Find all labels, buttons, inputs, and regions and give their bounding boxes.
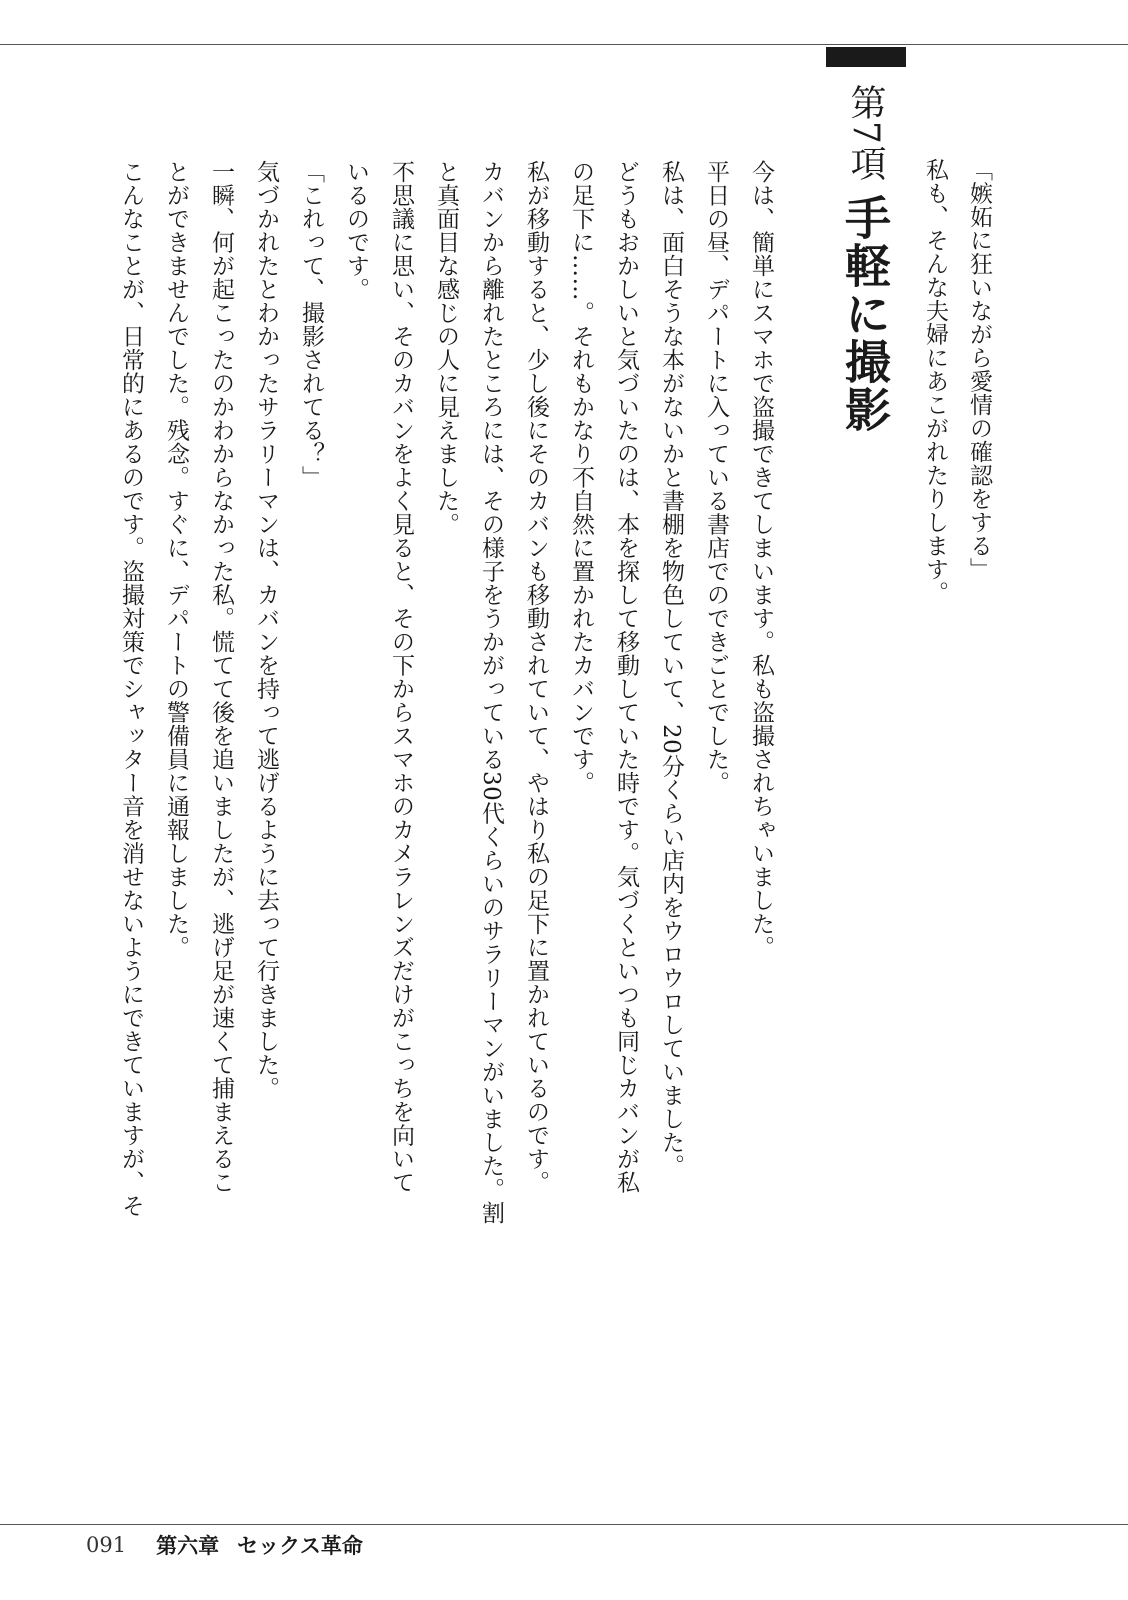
intro-line: 「嫉妬に狂いながら愛情の確認をする」: [966, 158, 992, 581]
page-footer: [86, 1530, 363, 1560]
body-line: 気づかれたとわかったサラリーマンは、カバンを持って逃げるように去って行きました。: [253, 160, 279, 1100]
body-line: 「これって、撮影されてる？」: [298, 160, 324, 489]
body-line: 平日の昼、デパートに入っている書店でのできごとでした。: [703, 160, 729, 795]
body-line: カバンから離れたところには、その様子をうかがっている30代くらいのサラリーマンがいました。割: [478, 160, 504, 1225]
body-line: こんなことが、日常的にあるのです。盗撮対策でシャッター音を消せないようにできていますが、そ: [118, 160, 144, 1218]
body-line: いるのです。: [343, 160, 369, 301]
section-number: 第7項: [845, 84, 886, 182]
bottom-rule: [0, 1524, 1128, 1525]
body-line: 私は、面白そうな本がないかと書棚を物色していて、20分くらい店内をウロウロしていました。: [658, 160, 684, 1178]
page-number: 091: [86, 1533, 127, 1557]
chapter-number: 第六章: [156, 1534, 220, 1558]
body-line: どうもおかしいと気づいたのは、本を探して移動していた時です。気づくといつも同じカバンが私: [613, 160, 639, 1194]
section-title: 手軽に撮影: [838, 193, 892, 434]
body-line: 私が移動すると、少し後にそのカバンも移動されていて、やはり私の足下に置かれているのです。: [523, 160, 549, 1194]
body-line: 一瞬、何が起こったのかわからなかった私。慌てて後を追いましたが、逃げ足が速くて捕まえるこ: [208, 160, 234, 1194]
body-line: の足下に……。それもかなり不自然に置かれたカバンです。: [568, 160, 594, 795]
body-line: 不思議に思い、そのカバンをよく見ると、その下からスマホのカメラレンズだけがこっちを向いて: [388, 160, 414, 1194]
section-heading: [838, 84, 898, 434]
body-line: と真面目な感じの人に見えました。: [433, 160, 459, 536]
chapter-title: セックス革命: [237, 1534, 363, 1558]
top-rule: [0, 44, 1128, 45]
intro-line: 私も、そんな夫婦にあこがれたりします。: [922, 158, 948, 605]
section-marker-bar: [826, 47, 906, 67]
body-line: とができませんでした。残念。すぐに、デパートの警備員に通報しました。: [163, 160, 189, 959]
body-line: 今は、簡単にスマホで盗撮できてしまいます。私も盗撮されちゃいました。: [748, 160, 774, 959]
